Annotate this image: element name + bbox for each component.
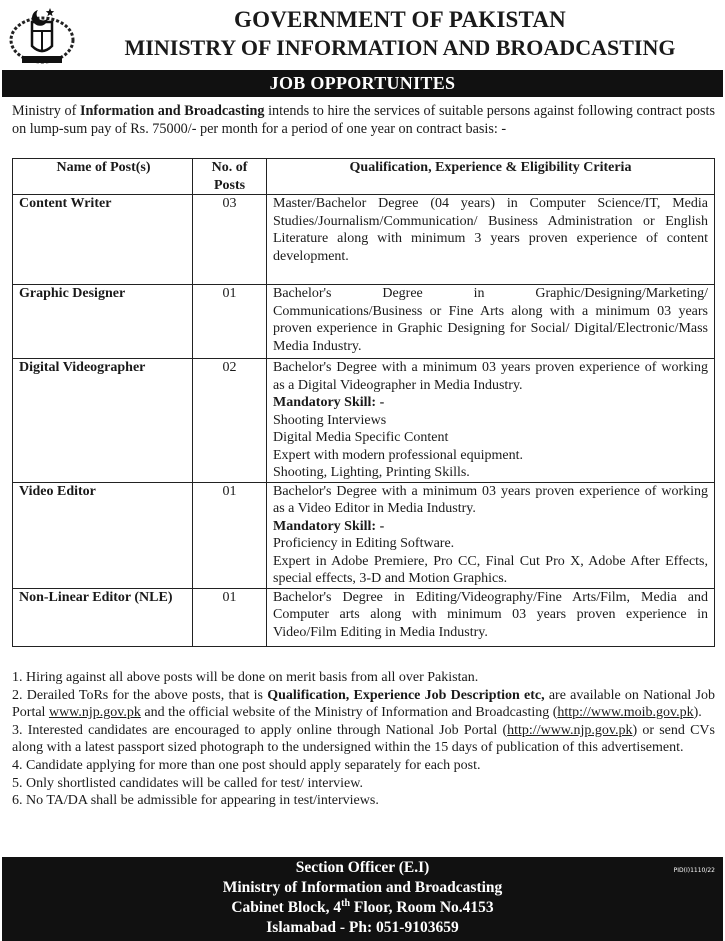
note-text: 2. Derailed ToRs for the above posts, that is xyxy=(12,687,268,703)
post-count: 01 xyxy=(193,285,267,359)
address-text: Cabinet Block, 4 xyxy=(231,899,342,916)
mandatory-skill-label: Mandatory Skill: - xyxy=(273,395,385,410)
post-count: 03 xyxy=(193,195,267,285)
post-name: Non-Linear Editor (NLE) xyxy=(13,588,193,646)
intro-bold: Information and Broadcasting xyxy=(80,103,265,119)
skill-item: Proficiency in Editing Software. xyxy=(273,536,455,551)
header-post-count: No. of Posts xyxy=(193,159,267,195)
njp-link[interactable]: http://www.njp.gov.pk xyxy=(507,722,633,738)
note-item: 4. Candidate applying for more than one post should apply separately for each post. xyxy=(12,757,481,773)
table-row xyxy=(13,195,715,285)
post-name: Digital Videographer xyxy=(13,359,193,483)
pid-code: PID(I)1110/22 xyxy=(673,867,715,874)
intro-paragraph xyxy=(12,103,715,138)
government-title: GOVERNMENT OF PAKISTAN xyxy=(234,7,566,32)
post-count: 02 xyxy=(193,359,267,483)
table-row xyxy=(13,482,715,588)
header-post-name: Name of Post(s) xyxy=(13,159,193,195)
note-bold: Qualification, Experience Job Description etc, xyxy=(267,687,545,703)
notes-list xyxy=(12,669,715,810)
table-row xyxy=(13,588,715,646)
post-count: 01 xyxy=(193,482,267,588)
note-item: 5. Only shortlisted candidates will be called for test/ interview. xyxy=(12,775,363,791)
note-item xyxy=(12,722,715,757)
intro-text-1: Ministry of xyxy=(12,103,81,119)
post-name: Graphic Designer xyxy=(13,285,193,359)
note-text: and the official website of the Ministry of Information and Broadcasting ( xyxy=(140,705,558,721)
note-item xyxy=(12,687,715,722)
state-emblem-icon xyxy=(8,4,76,66)
mandatory-skill-label: Mandatory Skill: - xyxy=(273,518,385,534)
post-criteria: Master/Bachelor Degree (04 years) in Computer Science/IT, Media Studies/Journalism/Communication/ Business Administration or English Literature along with minimum 3 years proven experience of content development. xyxy=(267,195,715,285)
note-text: 3. Interested candidates are encouraged to apply online through National Job Portal ( xyxy=(12,722,508,738)
criteria-text: Bachelor's Degree with a minimum 03 years proven experience of working as a Digital Videographer in Media Industry. xyxy=(273,360,708,393)
header-criteria: Qualification, Experience & Eligibility Criteria xyxy=(267,159,715,195)
job-opportunities-banner: JOB OPPORTUNITES xyxy=(2,70,723,97)
post-name: Video Editor xyxy=(13,482,193,588)
post-criteria xyxy=(267,359,715,483)
header xyxy=(0,0,725,68)
skill-item: Expert in Adobe Premiere, Pro CC, Final Cut Pro X, Adobe After Effects, special effects, 3-D and Motion Graphics. xyxy=(273,553,708,586)
skill-item: Expert with modern professional equipment. xyxy=(273,447,523,463)
note-text: ). xyxy=(693,705,702,721)
post-criteria xyxy=(267,482,715,588)
note-text: ) or send CVs along with a latest passport sized photograph to the undersigned within the 15 days of publication of this advertisement. xyxy=(12,722,715,756)
njp-link[interactable]: www.njp.gov.pk xyxy=(48,705,141,721)
address-text: Floor, Room No.4153 xyxy=(350,899,494,916)
table-header-row xyxy=(13,159,715,195)
skill-item: Digital Media Specific Content xyxy=(273,430,449,445)
address-sup: th xyxy=(341,897,351,909)
note-item: 6. No TA/DA shall be admissible for appearing in test/interviews. xyxy=(12,793,379,809)
footer-ministry: Ministry of Information and Broadcasting xyxy=(222,879,503,896)
skill-item: Shooting, Lighting, Printing Skills. xyxy=(273,465,470,480)
note-item: 1. Hiring against all above posts will be done on merit basis from all over Pakistan. xyxy=(12,670,479,685)
note-text: are available on National Job Portal xyxy=(12,687,715,721)
footer-address xyxy=(2,898,723,918)
ministry-title: MINISTRY OF INFORMATION AND BROADCASTING xyxy=(124,35,676,60)
posts-table xyxy=(12,158,715,647)
footer-phone: Islamabad - Ph: 051-9103659 xyxy=(266,919,459,936)
footer-contact xyxy=(2,857,723,941)
post-criteria: Bachelor's Degree in Editing/Videography/Fine Arts/Film, Media and Computer arts along with minimum 03 years proven experience in Video/Film Editing in Media Industry. xyxy=(267,588,715,646)
post-criteria: Bachelor's Degree in Graphic/Designing/Marketing/ Communications/Business or Fine Arts along with a minimum 03 years proven experience in Graphic Designing for Social/ Digital/Electronic/Mass Media Industry. xyxy=(267,285,715,359)
post-name: Content Writer xyxy=(13,195,193,285)
moib-link[interactable]: http://www.moib.gov.pk xyxy=(557,705,694,721)
post-count: 01 xyxy=(193,588,267,646)
table-row xyxy=(13,285,715,359)
table-row xyxy=(13,359,715,483)
skill-item: Shooting Interviews xyxy=(273,412,387,428)
footer-officer: Section Officer (E.I) xyxy=(295,859,430,876)
intro-text-2: intends to hire the services of suitable persons against following contract posts on lump-sum pay of Rs. 75000/- per month for a period of one year on contract basis: - xyxy=(12,103,715,137)
criteria-text: Bachelor's Degree with a minimum 03 years proven experience of working as a Video Editor in Media Industry. xyxy=(273,483,708,516)
